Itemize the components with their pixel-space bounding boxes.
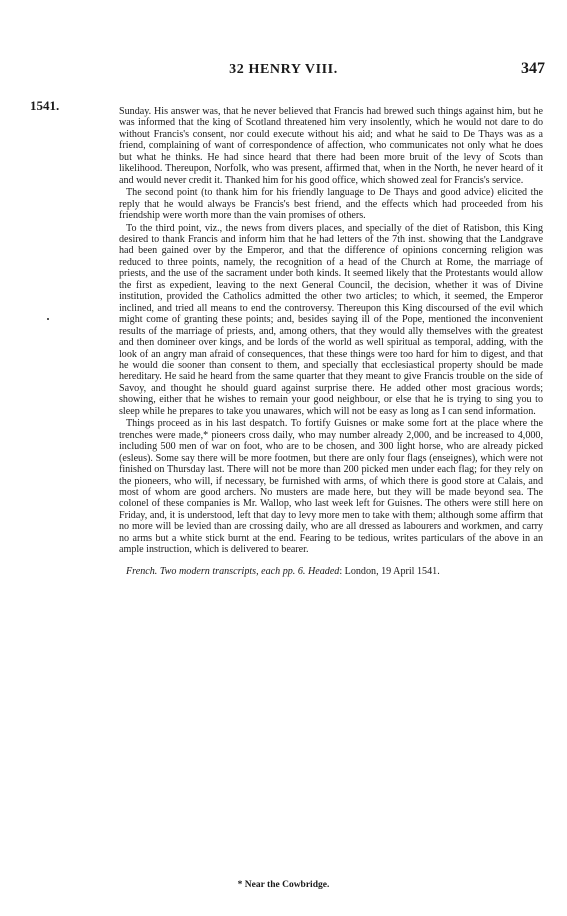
paragraph-3: To the third point, viz., the news from divers places, and specially of the diet of Ratisbon, this King desired to thank Francis and inform him that he had letters of the 7th inst. showing that the Landgrave had been gained over by the Emperor, and that the difference of opinions concerning religion was reduced to three points, namely, the recognition of a head of the Church at Rome, the marriage of priests, and the use of the sacrament under both kinds. It seemed likely that the Protestants would allow the first as expedient, leaving to the next General Council, the decision, whether it was of Divine institution, provided the Catholics admitted the other two articles; to which, it seemed, the Emperor inclined, and tried all means to end the controversy. Thereupon this King discoursed of the evil which might come of granting these points; and, besides saying ill of the Pope, mentioned the inconvenient results of the marriage of priests, and, among others, that they would ally themselves with the greatest and then domineer over kings, and be lords of the world as well spiritual as temporal, adding, with the look of an angry man afraid of consequences, that these things were too hard for him to digest, and that he would die sooner than consent to them, and specially that ecclesiastical property should be made hereditary. He said he heard from the same quarter that they meant to give Francis trouble on the side of Savoy, and thought he should guard against surprise there. He added other most gracious words; showing, either that he wishes to remain your good neighbour, or else that he is trying to sing you to sleep while he prepares to take you unawares, which will not be easy as long as I can send information. bbox=[119, 222, 543, 417]
source-note-italic: French. Two modern transcripts, each pp. 6. Headed bbox=[126, 565, 340, 577]
margin-year: 1541. bbox=[30, 98, 60, 113]
running-title: 32 HENRY VIII. bbox=[229, 62, 338, 77]
footnote: * Near the Cowbridge. bbox=[237, 880, 330, 890]
paragraph-4: Things proceed as in his last despatch. To fortify Guisnes or make some fort at the place where the trenches were made,* pioneers cross daily, who may number already 2,000, and be increased to 4,000, including 500 men of war on foot, who are to be chosen, and 300 light horse, who are already picked (esleus). Some say there will be more footmen, but there are only four flags (enseignes), which were not finished on Thursday last. There will not be more than 200 picked men under each flag; for they rely on the pioneers, who will, if necessary, be furnished with arms, of which there is good store at Calais, and most of whom are good archers. No musters are made here, but they will be made beyond sea. The colonel of these companies is Mr. Wallop, who last week left for Guisnes. The others were still here on Friday, and, it is understood, left that day to levy more men to take with them; although some affirm that no more will be levied than are crossing daily, who are all dressed as labourers and workmen, and carry no arms but a white stick burnt at the end. Fearing to be tedious, writes particulars of the above in an ample instruction, which is delivered to bearer. bbox=[119, 418, 543, 556]
paragraph-2: The second point (to thank him for his friendly language to De Thays and good advice) elicited the reply that he would always be Francis's best friend, and the effects which had proceeded from his friendship were worth more than the vain promises of others. bbox=[119, 187, 543, 222]
page-number: 347 bbox=[521, 60, 545, 77]
page-header bbox=[0, 62, 567, 84]
margin-mark bbox=[47, 318, 49, 320]
paragraph-1: Sunday. His answer was, that he never believed that Francis had brewed such things against him, but he was informed that the king of Scotland threatened him very insolently, which he would not dare to do without Francis's consent, nor could execute without his aid; and what he said to De Thays was as a friend, complaining of want of correspondence of affection, who communicates not only what he does but what he thinks. He had since heard that there had been more bruit of the levy of Scots than likelihood. Thereupon, Norfolk, who was present, affirmed that, when in the North, he never heard of it and would never credit it. Thanked him for his good office, which showed zeal for Francis's service. bbox=[119, 106, 543, 186]
body-text bbox=[119, 106, 543, 577]
source-note bbox=[119, 566, 543, 577]
source-note-plain: : London, 19 April 1541. bbox=[339, 565, 440, 577]
